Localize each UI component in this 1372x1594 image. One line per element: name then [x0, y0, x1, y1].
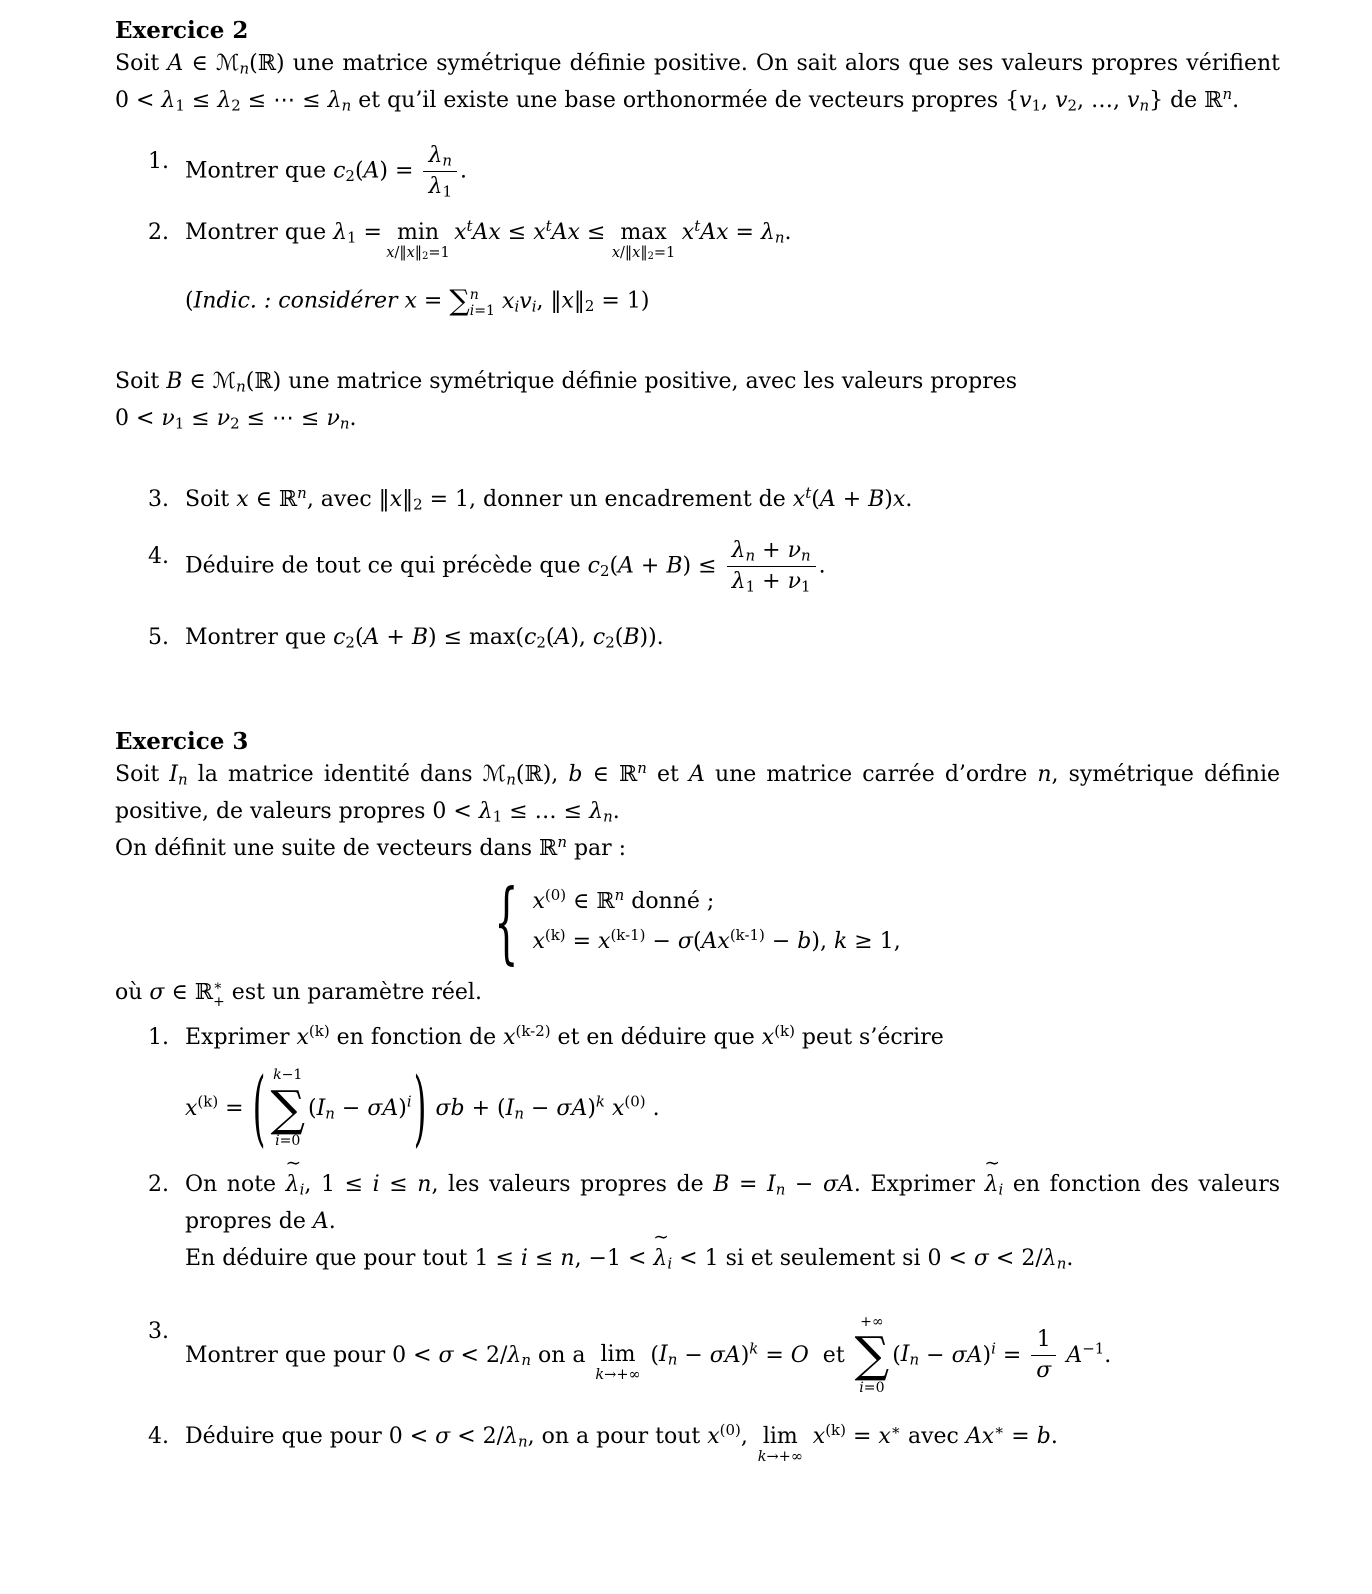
- item-2-statement: Montrer que $\lambda_1$ = min $x/‖x‖_2=1$ $x^tAx \le x^tAx$ ≤ max $x/‖x‖_2=1$ $x^tAx = \lambda_n$.: [185, 216, 792, 262]
- item-number: 1.: [148, 148, 169, 174]
- item-number: 3.: [148, 487, 169, 513]
- exercice-3-item-2: [148, 1153, 1281, 1278]
- exercice-2-intro: Soit A ∈ ℳ$_n$(ℝ) une matrice symétrique définie positive. On sait alors que ses valeurs propres vérifient $0 < \lambda_1 \le \lambda_2$ ≤ ⋯ ≤ $\lambda_n$ et qu’il existe une base orthonormée de vecteurs propres {$v_1$, $v_2$, …, $v_n$} de ℝ$^n$.: [115, 50, 1281, 115]
- system-line-1: $x^{(0)}$ ∈ ℝ$^n$ donné ;: [532, 885, 715, 915]
- item-text: Déduire de tout ce qui précède que $c_2(A + B)$ ≤ $\frac{\lambda_n + \nu_n}{\lambda_1 + \nu_1}$ .: [185, 538, 826, 596]
- exercice-3-item-1: [148, 1020, 1280, 1156]
- exercice-2-item-1: [148, 144, 1280, 199]
- item-text: Montrer que $c_2(A)$ = $\frac{\lambda_n}{\lambda_1}$ .: [185, 142, 468, 201]
- item-1-display-equation: $x^{(k)}$ = ( k−1 ∑ i=0 $(I_n - \sigma A)^i$) $\sigma b + (I_n - \sigma A)^k$ $x^{(0)}$ .: [185, 1057, 660, 1156]
- system-line-2: $x^{(k)} = x^{(k-1)} - \sigma(Ax^{(k-1)} - b)$, k ≥ 1,: [532, 925, 901, 954]
- item-text: Soit x ∈ ℝ$^n$, avec $‖x‖_2 = 1$, donner un encadrement de $x^t(A + B)x$.: [185, 483, 913, 514]
- item-number: 3.: [148, 1318, 169, 1344]
- item-text: On note ∼ $\lambda_i$, 1 ≤ i ≤ n, les valeurs propres de $B = I_n - \sigma A$. Exprimer ∼ $\lambda_i$ en fonction des valeurs propres de A. En déduire que pour tout 1 ≤ i ≤ n, −1 < ∼ $\lambda_i < 1$ si et seulement si $0 < \sigma < 2/\lambda_n$.: [185, 1153, 1281, 1272]
- item-number: 4.: [148, 1424, 169, 1450]
- item-text: Montrer que pour $0 < \sigma < 2/\lambda_n$ on a lim k→+∞ $(I_n - \sigma A)^k = O$ et +∞ ∑ i=0 $(I_n - \sigma A)^i$ = $\frac{1}{\sigma}$ $A^{-1}$.: [185, 1313, 1112, 1396]
- exercice-2-item-2: [148, 215, 1280, 324]
- left-brace: {: [494, 869, 519, 974]
- exercice-2-item-4: [148, 539, 1280, 594]
- item-text: [185, 1020, 1280, 1156]
- sigma-parameter-line: où σ ∈ ℝ ∗ + est un paramètre réel.: [115, 978, 482, 1011]
- exercice-3-title: Exercice 3: [115, 728, 249, 756]
- system-lines: [532, 882, 900, 961]
- item-text: Déduire que pour $0 < \sigma < 2/\lambda_n$, on a pour tout $x^{(0)}$, lim k→+∞ $x^{(k)} = x^∗$ avec Ax∗ = b.: [185, 1421, 1058, 1465]
- exercice-2-item-5: [148, 620, 1280, 657]
- item-number: 2.: [148, 1171, 169, 1197]
- exercice-3-item-4: [148, 1419, 1280, 1465]
- item-text: [185, 215, 1280, 324]
- item-number: 2.: [148, 220, 169, 246]
- exercice-3-section: [115, 727, 1281, 1465]
- item-1-statement: Exprimer $x^{(k)}$ en fonction de $x^{(k-2)}$ et en déduire que $x^{(k)}$ peut s’écrire: [185, 1022, 944, 1051]
- vector-sequence-system: [494, 869, 901, 974]
- item-text: Montrer que $c_2(A + B) \le \max(c_2(A)$, $c_2(B)$).: [185, 625, 664, 652]
- item-number: 4.: [148, 544, 169, 570]
- exercice-2-title: Exercice 2: [115, 17, 249, 44]
- exercice-3-intro: Soit $I_n$ la matrice identité dans ℳ$_n$(ℝ), b ∈ ℝ$^n$ et A une matrice carrée d’ordre n, symétrique définie positive, de valeurs propres $0 < \lambda_1$ ≤ … ≤ $\lambda_n$. On définit une suite de vecteurs dans ℝ$^n$ par :: [115, 759, 1280, 862]
- exercice-2-section: [115, 16, 1280, 657]
- item-number: 5.: [148, 625, 169, 651]
- item-number: 1.: [148, 1025, 169, 1051]
- exercice-3-item-3: [148, 1314, 1280, 1398]
- exercice-2-item-3: [148, 482, 1280, 519]
- soit-b-paragraph: Soit B ∈ ℳ$_n$(ℝ) une matrice symétrique définie positive, avec les valeurs propres $0 < \nu_1 \le \nu_2$ ≤ ⋯ ≤ $\nu_n$.: [115, 369, 1018, 433]
- item-2-hint: (Indic. : considérer x = ∑ n i=1 $x_iv_i$, $‖x‖_2 = 1$): [185, 283, 650, 319]
